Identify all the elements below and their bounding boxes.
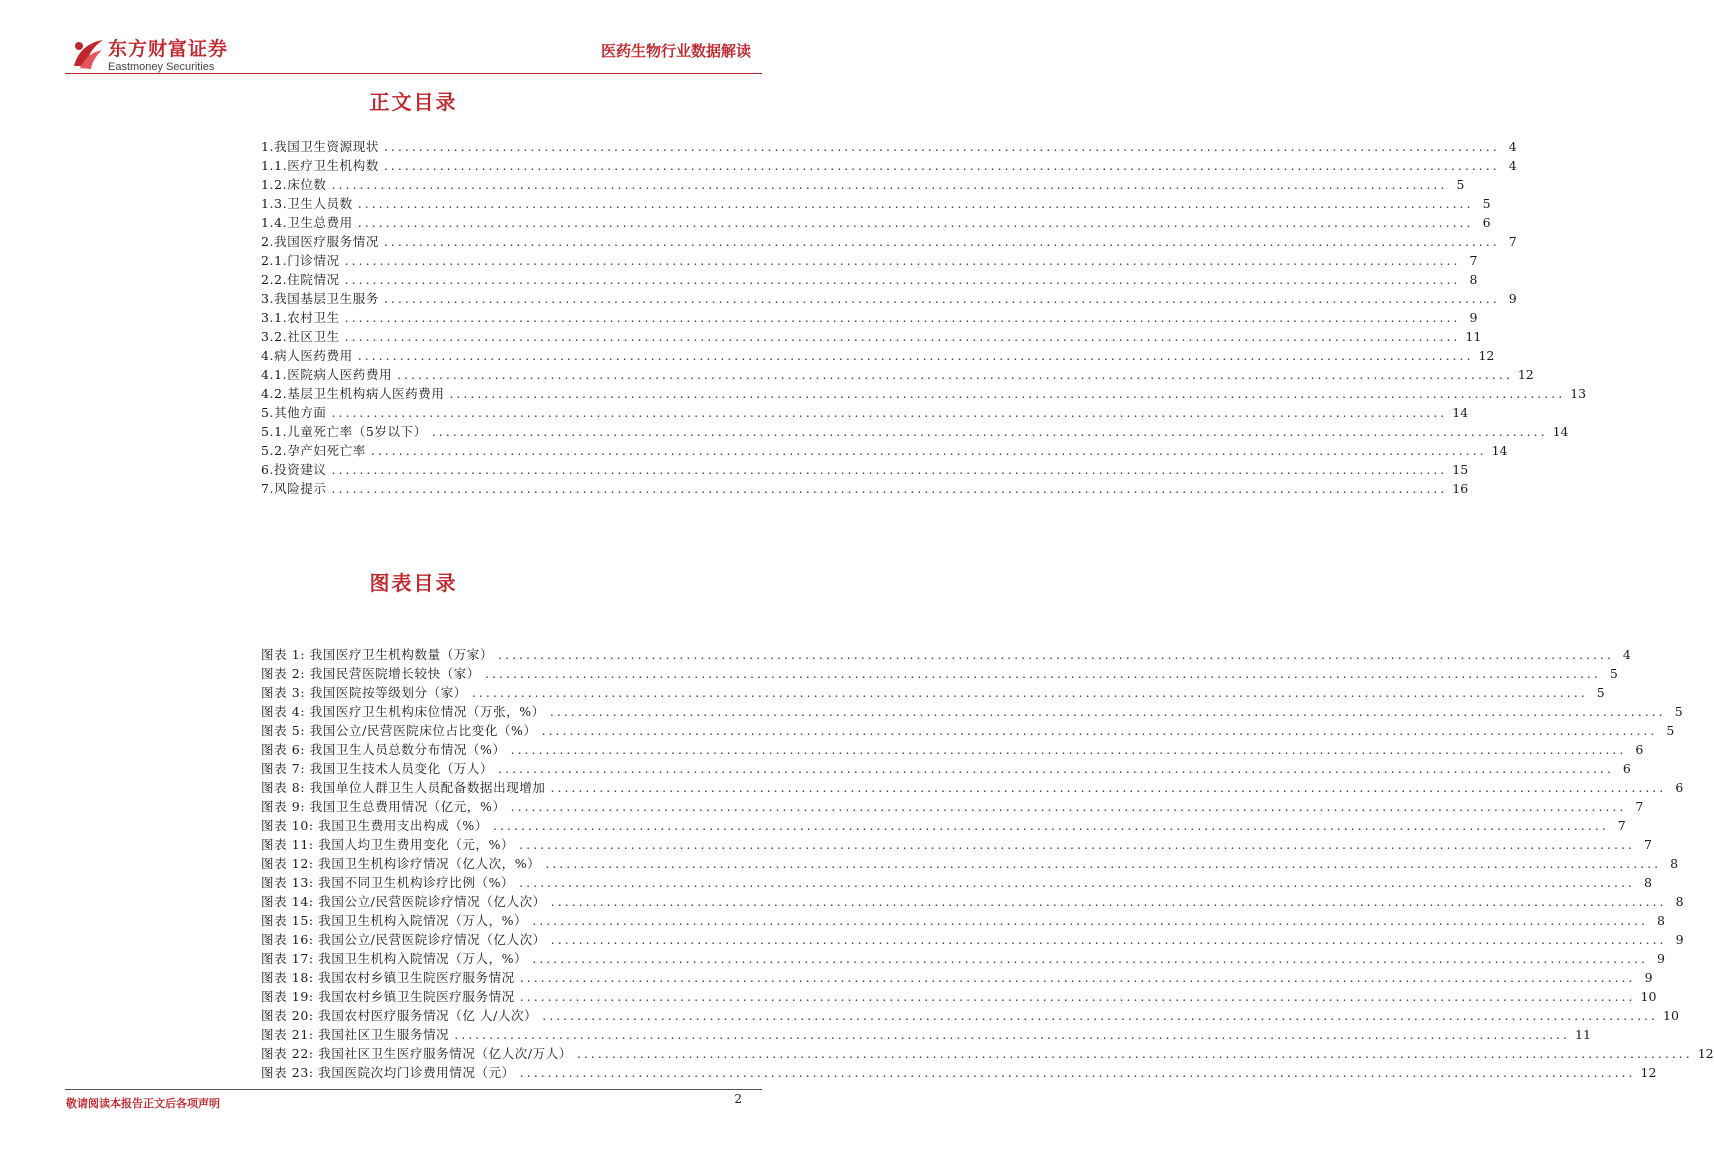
- contents-entry-label: 5.2.孕产妇死亡率: [261, 443, 366, 458]
- figure-entry[interactable]: [261, 721, 1675, 740]
- figure-entry-page: 8: [1643, 875, 1652, 890]
- dot-leader: ................................................................................................................................................................: [397, 367, 1513, 382]
- figure-entry-label: 图表 5: 我国公立/民营医院床位占比变化（%）: [261, 723, 537, 738]
- contents-list: [261, 137, 1587, 498]
- contents-entry-label: 4.病人医药费用: [261, 348, 353, 363]
- figure-entry[interactable]: [261, 664, 1618, 683]
- figure-entry-label: 图表 23: 我国医院次均门诊费用情况（元）: [261, 1065, 515, 1080]
- figure-entry-page: 12: [1640, 1065, 1657, 1080]
- figure-entry-label: 图表 8: 我国单位人群卫生人员配备数据出现增加: [261, 780, 546, 795]
- dot-leader: ................................................................................................................................................................: [532, 951, 1648, 966]
- dot-leader: ................................................................................................................................................................: [331, 481, 1448, 496]
- figure-entry-label: 图表 7: 我国卫生技术人员变化（万人）: [261, 761, 494, 776]
- header-divider: [65, 73, 762, 74]
- dot-leader: ................................................................................................................................................................: [550, 780, 1667, 795]
- figure-entry-page: 9: [1657, 951, 1665, 966]
- dot-leader: ................................................................................................................................................................: [576, 1046, 1693, 1061]
- figure-entry[interactable]: [261, 702, 1683, 721]
- figure-entry-label: 图表 12: 我国卫生机构诊疗情况（亿人次，%）: [261, 856, 541, 871]
- dot-leader: ................................................................................................................................................................: [344, 310, 1461, 325]
- contents-entry[interactable]: [261, 270, 1478, 289]
- figures-list: [261, 645, 1714, 1082]
- contents-entry-page: 8: [1469, 272, 1478, 287]
- figure-entry-label: 图表 15: 我国卫生机构入院情况（万人，%）: [261, 913, 528, 928]
- dot-leader: ................................................................................................................................................................: [498, 761, 1614, 776]
- contents-entry[interactable]: [261, 479, 1469, 498]
- figure-entry-label: 图表 4: 我国医疗卫生机构床位情况（万张，%）: [261, 704, 545, 719]
- contents-entry[interactable]: [261, 327, 1482, 346]
- figure-entry-label: 图表 9: 我国卫生总费用情况（亿元，%）: [261, 799, 506, 814]
- contents-entry-label: 1.4.卫生总费用: [261, 215, 353, 230]
- contents-entry-page: 14: [1452, 405, 1469, 420]
- figure-entry[interactable]: [261, 949, 1665, 968]
- contents-entry-label: 3.1.农村卫生: [261, 310, 340, 325]
- contents-entry-label: 1.1.医疗卫生机构数: [261, 158, 379, 173]
- figure-entry-label: 图表 14: 我国公立/民营医院诊疗情况（亿人次）: [261, 894, 546, 909]
- dot-leader: ................................................................................................................................................................: [542, 1008, 1658, 1023]
- figure-entry-page: 11: [1575, 1027, 1591, 1042]
- dot-leader: ................................................................................................................................................................: [550, 894, 1667, 909]
- dot-leader: ................................................................................................................................................................: [549, 704, 1666, 719]
- contents-entry-page: 9: [1469, 310, 1478, 325]
- footer-divider: [65, 1089, 762, 1090]
- figure-entry-page: 7: [1643, 837, 1652, 852]
- contents-entry-label: 2.我国医疗服务情况: [261, 234, 379, 249]
- footer-disclaimer: 敬请阅读本报告正文后各项声明: [66, 1097, 220, 1110]
- contents-entry-label: 6.投资建议: [261, 462, 327, 477]
- dot-leader: ................................................................................................................................................................: [545, 856, 1662, 871]
- dot-leader: ................................................................................................................................................................: [370, 443, 1487, 458]
- figure-entry-page: 10: [1663, 1008, 1679, 1023]
- contents-entry[interactable]: [261, 156, 1517, 175]
- figure-entry[interactable]: [261, 816, 1626, 835]
- figure-entry[interactable]: [261, 854, 1679, 873]
- figure-entry-page: 5: [1666, 723, 1675, 738]
- contents-entry[interactable]: [261, 194, 1491, 213]
- contents-entry-page: 14: [1552, 424, 1569, 439]
- contents-entry-label: 5.1.儿童死亡率（5岁以下）: [261, 424, 427, 439]
- contents-entry-page: 6: [1482, 215, 1491, 230]
- figure-entry-label: 图表 16: 我国公立/民营医院诊疗情况（亿人次）: [261, 932, 546, 947]
- contents-entry[interactable]: [261, 441, 1508, 460]
- figure-entry[interactable]: [261, 1006, 1679, 1025]
- dot-leader: ................................................................................................................................................................: [550, 932, 1667, 947]
- figure-entry[interactable]: [261, 892, 1684, 911]
- figure-entry-label: 图表 2: 我国民营医院增长较快（家）: [261, 666, 481, 681]
- page-number: 2: [734, 1092, 742, 1106]
- contents-entry[interactable]: [261, 251, 1478, 270]
- figure-entry-label: 图表 22: 我国社区卫生医疗服务情况（亿人次/万人）: [261, 1046, 572, 1061]
- dot-leader: ................................................................................................................................................................: [344, 329, 1461, 344]
- contents-entry-page: 5: [1482, 196, 1491, 211]
- contents-entry-label: 3.我国基层卫生服务: [261, 291, 379, 306]
- figure-entry-label: 图表 3: 我国医院按等级划分（家）: [261, 685, 467, 700]
- dot-leader: ................................................................................................................................................................: [344, 272, 1461, 287]
- logo-chinese-name: 东方财富证券: [108, 38, 229, 60]
- figure-entry-page: 8: [1670, 856, 1679, 871]
- figure-entry[interactable]: [261, 759, 1631, 778]
- contents-entry-label: 1.3.卫生人员数: [261, 196, 353, 211]
- dot-leader: ................................................................................................................................................................: [532, 913, 1648, 928]
- dot-leader: ................................................................................................................................................................: [519, 989, 1636, 1004]
- dot-leader: ................................................................................................................................................................: [492, 818, 1609, 833]
- figure-entry[interactable]: [261, 683, 1605, 702]
- contents-entry-label: 1.2.床位数: [261, 177, 327, 192]
- figure-entry-page: 8: [1657, 913, 1665, 928]
- contents-entry[interactable]: [261, 137, 1517, 156]
- figure-entry-label: 图表 6: 我国卫生人员总数分布情况（%）: [261, 742, 506, 757]
- contents-entry-label: 2.1.门诊情况: [261, 253, 340, 268]
- dot-leader: ................................................................................................................................................................: [510, 742, 1627, 757]
- contents-entry-page: 16: [1452, 481, 1469, 496]
- logo-english-name: Eastmoney Securities: [108, 61, 215, 73]
- contents-entry-label: 1.我国卫生资源现状: [261, 139, 379, 154]
- contents-entry-page: 11: [1465, 329, 1482, 344]
- dot-leader: ................................................................................................................................................................: [383, 291, 1500, 306]
- dot-leader: ................................................................................................................................................................: [519, 1065, 1636, 1080]
- dot-leader: ................................................................................................................................................................: [357, 348, 1474, 363]
- figure-entry-page: 8: [1675, 894, 1684, 909]
- figure-entry[interactable]: [261, 968, 1653, 987]
- figure-entry-label: 图表 13: 我国不同卫生机构诊疗比例（%）: [261, 875, 515, 890]
- dot-leader: ................................................................................................................................................................: [498, 647, 1614, 662]
- figure-entry[interactable]: [261, 797, 1644, 816]
- contents-entry[interactable]: [261, 213, 1491, 232]
- dot-leader: ................................................................................................................................................................: [383, 158, 1500, 173]
- dot-leader: ................................................................................................................................................................: [331, 405, 1448, 420]
- figure-entry-label: 图表 20: 我国农村医疗服务情况（亿 人/人次）: [261, 1008, 538, 1023]
- figure-entry-page: 9: [1675, 932, 1684, 947]
- figure-entry[interactable]: [261, 645, 1631, 664]
- figure-entry-page: 9: [1644, 970, 1653, 985]
- report-type: 医药生物行业数据解读: [600, 42, 751, 60]
- contents-entry[interactable]: [261, 289, 1517, 308]
- dot-leader: ................................................................................................................................................................: [519, 837, 1635, 852]
- figure-entry[interactable]: [261, 1044, 1714, 1063]
- figure-entry-label: 图表 17: 我国卫生机构入院情况（万人，%）: [261, 951, 528, 966]
- contents-entry[interactable]: [261, 422, 1569, 441]
- dot-leader: ................................................................................................................................................................: [344, 253, 1461, 268]
- dot-leader: ................................................................................................................................................................: [541, 723, 1658, 738]
- contents-entry-label: 3.2.社区卫生: [261, 329, 340, 344]
- contents-entry[interactable]: [261, 346, 1495, 365]
- dot-leader: ................................................................................................................................................................: [331, 177, 1448, 192]
- figure-entry-label: 图表 21: 我国社区卫生服务情况: [261, 1027, 450, 1042]
- contents-entry-label: 4.2.基层卫生机构病人医药费用: [261, 386, 445, 401]
- contents-title: 正文目录: [369, 90, 458, 114]
- contents-entry-page: 15: [1452, 462, 1469, 477]
- dot-leader: ................................................................................................................................................................: [383, 234, 1500, 249]
- figure-entry-page: 4: [1622, 647, 1631, 662]
- dot-leader: ................................................................................................................................................................: [357, 196, 1474, 211]
- figure-entry-label: 图表 10: 我国卫生费用支出构成（%）: [261, 818, 488, 833]
- contents-entry-page: 9: [1508, 291, 1517, 306]
- figure-entry[interactable]: [261, 1063, 1657, 1082]
- dot-leader: ................................................................................................................................................................: [454, 1027, 1571, 1042]
- contents-entry[interactable]: [261, 175, 1465, 194]
- contents-entry-label: 7.风险提示: [261, 481, 327, 496]
- figure-entry-page: 7: [1635, 799, 1644, 814]
- figure-entry-page: 6: [1622, 761, 1631, 776]
- contents-entry[interactable]: [261, 460, 1469, 479]
- figure-entry[interactable]: [261, 778, 1684, 797]
- contents-entry-page: 5: [1456, 177, 1465, 192]
- contents-entry-label: 5.其他方面: [261, 405, 327, 420]
- contents-entry[interactable]: [261, 308, 1478, 327]
- contents-entry-page: 4: [1508, 139, 1517, 154]
- figure-entry-page: 5: [1596, 685, 1605, 700]
- contents-entry[interactable]: [261, 232, 1517, 251]
- dot-leader: ................................................................................................................................................................: [383, 139, 1500, 154]
- dot-leader: ................................................................................................................................................................: [519, 875, 1635, 890]
- contents-entry-label: 2.2.住院情况: [261, 272, 340, 287]
- dot-leader: ................................................................................................................................................................: [510, 799, 1627, 814]
- figure-entry-label: 图表 19: 我国农村乡镇卫生院医疗服务情况: [261, 989, 515, 1004]
- figure-entry[interactable]: [261, 1025, 1591, 1044]
- dot-leader: ................................................................................................................................................................: [471, 685, 1588, 700]
- figure-entry[interactable]: [261, 873, 1652, 892]
- figure-entry[interactable]: [261, 740, 1644, 759]
- figure-entry[interactable]: [261, 911, 1665, 930]
- figure-entry-label: 图表 1: 我国医疗卫生机构数量（万家）: [261, 647, 494, 662]
- figure-entry-page: 7: [1617, 818, 1626, 833]
- contents-entry-page: 7: [1508, 234, 1517, 249]
- figure-entry-page: 6: [1635, 742, 1644, 757]
- contents-entry-page: 12: [1478, 348, 1495, 363]
- figure-entry[interactable]: [261, 930, 1684, 949]
- contents-entry-page: 12: [1517, 367, 1534, 382]
- figure-entry-page: 5: [1609, 666, 1618, 681]
- figure-entry-label: 图表 18: 我国农村乡镇卫生院医疗服务情况: [261, 970, 515, 985]
- dot-leader: ................................................................................................................................................................: [485, 666, 1601, 681]
- figures-title: 图表目录: [369, 571, 458, 595]
- figure-entry[interactable]: [261, 987, 1657, 1006]
- contents-entry[interactable]: [261, 384, 1587, 403]
- dot-leader: ................................................................................................................................................................: [519, 970, 1636, 985]
- figure-entry-label: 图表 11: 我国人均卫生费用变化（元，%）: [261, 837, 515, 852]
- dot-leader: ................................................................................................................................................................: [431, 424, 1548, 439]
- contents-entry[interactable]: [261, 403, 1469, 422]
- figure-entry[interactable]: [261, 835, 1652, 854]
- page-header: [0, 0, 827, 90]
- eastmoney-logo-icon: [70, 36, 106, 72]
- contents-entry-page: 4: [1508, 158, 1517, 173]
- contents-entry-page: 14: [1491, 443, 1508, 458]
- contents-entry-label: 4.1.医院病人医药费用: [261, 367, 393, 382]
- figure-entry-page: 5: [1674, 704, 1683, 719]
- figure-entry-page: 6: [1675, 780, 1684, 795]
- figure-entry-page: 10: [1640, 989, 1657, 1004]
- contents-entry-page: 7: [1469, 253, 1478, 268]
- contents-entry[interactable]: [261, 365, 1534, 384]
- dot-leader: ................................................................................................................................................................: [449, 386, 1566, 401]
- dot-leader: ................................................................................................................................................................: [331, 462, 1448, 477]
- dot-leader: ................................................................................................................................................................: [357, 215, 1474, 230]
- contents-entry-page: 13: [1570, 386, 1587, 401]
- figure-entry-page: 12: [1697, 1046, 1714, 1061]
